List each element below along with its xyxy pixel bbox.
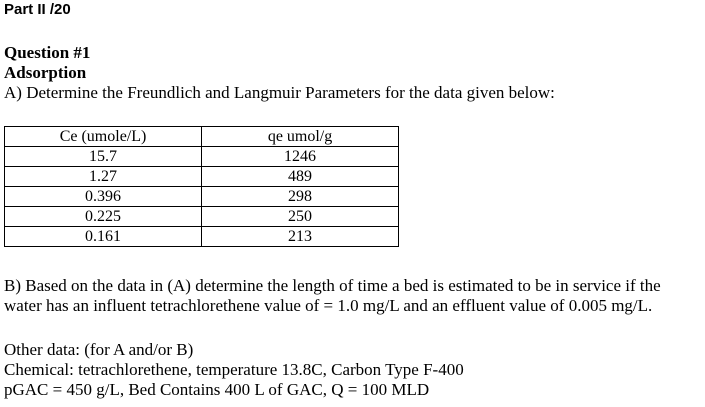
table-cell-qe: 250 bbox=[202, 207, 399, 227]
table-cell-qe: 1246 bbox=[202, 147, 399, 167]
table-cell-qe: 298 bbox=[202, 187, 399, 207]
column-header-ce: Ce (umole/L) bbox=[5, 127, 202, 147]
other-data-chemical: Chemical: tetrachlorethene, temperature 13.8C, Carbon Type F-400 bbox=[4, 360, 464, 379]
part-b-line-2: water has an influent tetrachlorethene value of = 1.0 mg/L and an effluent value of 0.005 mg/L. bbox=[4, 296, 653, 315]
table-row bbox=[5, 167, 399, 187]
part-a-text: A) Determine the Freundlich and Langmuir Parameters for the data given below: bbox=[4, 83, 555, 102]
other-data bbox=[4, 340, 464, 400]
table-row bbox=[5, 187, 399, 207]
part-title: Part II /20 bbox=[4, 1, 71, 18]
other-data-heading: Other data: (for A and/or B) bbox=[4, 340, 194, 359]
data-table bbox=[4, 126, 399, 247]
part-b-text bbox=[4, 276, 704, 316]
table-cell-qe: 489 bbox=[202, 167, 399, 187]
table-header-row bbox=[5, 127, 399, 147]
table-cell-ce: 0.396 bbox=[5, 187, 202, 207]
table-cell-ce: 15.7 bbox=[5, 147, 202, 167]
table-cell-qe: 213 bbox=[202, 227, 399, 247]
other-data-bed: pGAC = 450 g/L, Bed Contains 400 L of GAC, Q = 100 MLD bbox=[4, 380, 430, 399]
question-block bbox=[4, 43, 555, 103]
table-cell-ce: 0.225 bbox=[5, 207, 202, 227]
table-row bbox=[5, 207, 399, 227]
table-cell-ce: 1.27 bbox=[5, 167, 202, 187]
column-header-qe: qe umol/g bbox=[202, 127, 399, 147]
part-b-line-1: B) Based on the data in (A) determine the length of time a bed is estimated to be in service if the bbox=[4, 276, 661, 295]
question-number: Question #1 bbox=[4, 43, 91, 62]
table-row bbox=[5, 147, 399, 167]
question-topic: Adsorption bbox=[4, 63, 87, 82]
table-cell-ce: 0.161 bbox=[5, 227, 202, 247]
table-row bbox=[5, 227, 399, 247]
